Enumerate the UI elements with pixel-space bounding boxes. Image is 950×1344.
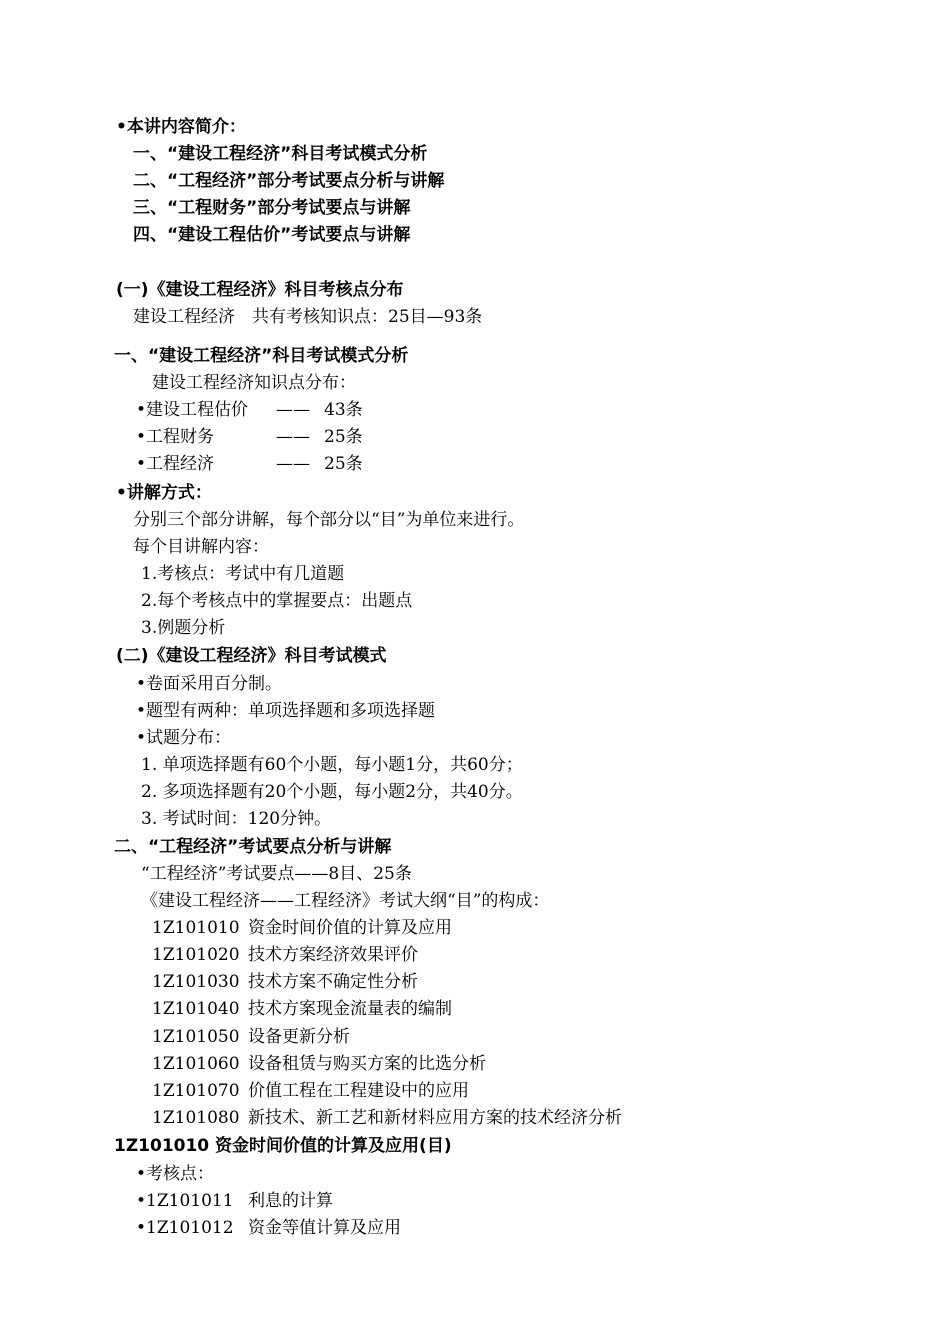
distribution-name: •工程经济 (136, 454, 215, 474)
topic-name: 技术方案不确定性分析 (248, 972, 418, 992)
topic-name: 价值工程在工程建设中的应用 (248, 1081, 469, 1101)
intro-item: 二、“工程经济”部分考试要点分析与讲解 (133, 171, 445, 191)
outline-label: 《建设工程经济——工程经济》考试大纲“目”的构成： (141, 891, 550, 911)
method-text: 分别三个部分讲解，每个部分以“目”为单位来进行。 (133, 510, 525, 530)
section-heading: (二)《建设工程经济》科目考试模式 (116, 646, 387, 666)
exam-bullet: •试题分布： (136, 728, 232, 748)
topic-name: 设备租赁与购买方案的比选分析 (248, 1054, 486, 1074)
check-label: •考核点： (136, 1164, 215, 1184)
distribution-name: •工程财务 (136, 427, 215, 447)
topic-code: 1Z101070 (152, 1081, 240, 1101)
section-summary: 建设工程经济 共有考核知识点：25目—93条 (133, 307, 483, 327)
topic-code: 1Z101040 (152, 999, 240, 1019)
topic-code: 1Z101080 (152, 1108, 240, 1128)
distribution-label: 建设工程经济知识点分布： (152, 373, 356, 393)
point-code: •1Z101011 (136, 1191, 234, 1211)
part-title: 二、“工程经济”考试要点分析与讲解 (114, 837, 392, 857)
exam-detail: 1. 单项选择题有60个小题，每小题1分，共60分； (141, 755, 523, 775)
topic-name: 设备更新分析 (248, 1027, 350, 1047)
distribution-count: 43条 (324, 400, 363, 420)
part-title: 一、“建设工程经济”科目考试模式分析 (114, 346, 409, 366)
intro-item: 一、“建设工程经济”科目考试模式分析 (133, 144, 428, 164)
exam-bullet: •题型有两种：单项选择题和多项选择题 (136, 701, 436, 721)
topic-title: 1Z101010 资金时间价值的计算及应用(目) (114, 1136, 452, 1156)
distribution-sep: —— (276, 427, 310, 447)
content-item: 3.例题分析 (141, 618, 226, 638)
exam-detail: 3. 考试时间：120分钟。 (141, 809, 332, 829)
distribution-count: 25条 (324, 427, 363, 447)
content-label: 每个目讲解内容： (133, 537, 269, 557)
topic-code: 1Z101020 (152, 945, 240, 965)
topic-name: 资金时间价值的计算及应用 (248, 918, 452, 938)
point-code: •1Z101012 (136, 1218, 234, 1238)
topic-name: 技术方案经济效果评价 (248, 945, 418, 965)
point-name: 资金等值计算及应用 (248, 1218, 401, 1238)
method-heading: •讲解方式： (116, 483, 212, 503)
intro-heading: •本讲内容简介： (116, 117, 246, 137)
topic-code: 1Z101010 (152, 918, 240, 938)
distribution-sep: —— (276, 400, 310, 420)
content-item: 1.考核点：考试中有几道题 (141, 564, 345, 584)
intro-item: 四、“建设工程估价”考试要点与讲解 (133, 225, 411, 245)
section-heading: (一)《建设工程经济》科目考核点分布 (116, 280, 404, 300)
exam-bullet: •卷面采用百分制。 (136, 674, 283, 694)
exam-detail: 2. 多项选择题有20个小题，每小题2分，共40分。 (141, 782, 523, 802)
topic-name: 技术方案现金流量表的编制 (248, 999, 452, 1019)
topic-code: 1Z101030 (152, 972, 240, 992)
content-item: 2.每个考核点中的掌握要点：出题点 (141, 591, 413, 611)
part-summary: “工程经济”考试要点——8目、25条 (141, 864, 412, 884)
distribution-count: 25条 (324, 454, 363, 474)
distribution-sep: —— (276, 454, 310, 474)
point-name: 利息的计算 (248, 1191, 333, 1211)
topic-code: 1Z101060 (152, 1054, 240, 1074)
topic-code: 1Z101050 (152, 1027, 240, 1047)
distribution-name: •建设工程估价 (136, 400, 249, 420)
topic-name: 新技术、新工艺和新材料应用方案的技术经济分析 (248, 1108, 622, 1128)
intro-item: 三、“工程财务”部分考试要点与讲解 (133, 198, 411, 218)
